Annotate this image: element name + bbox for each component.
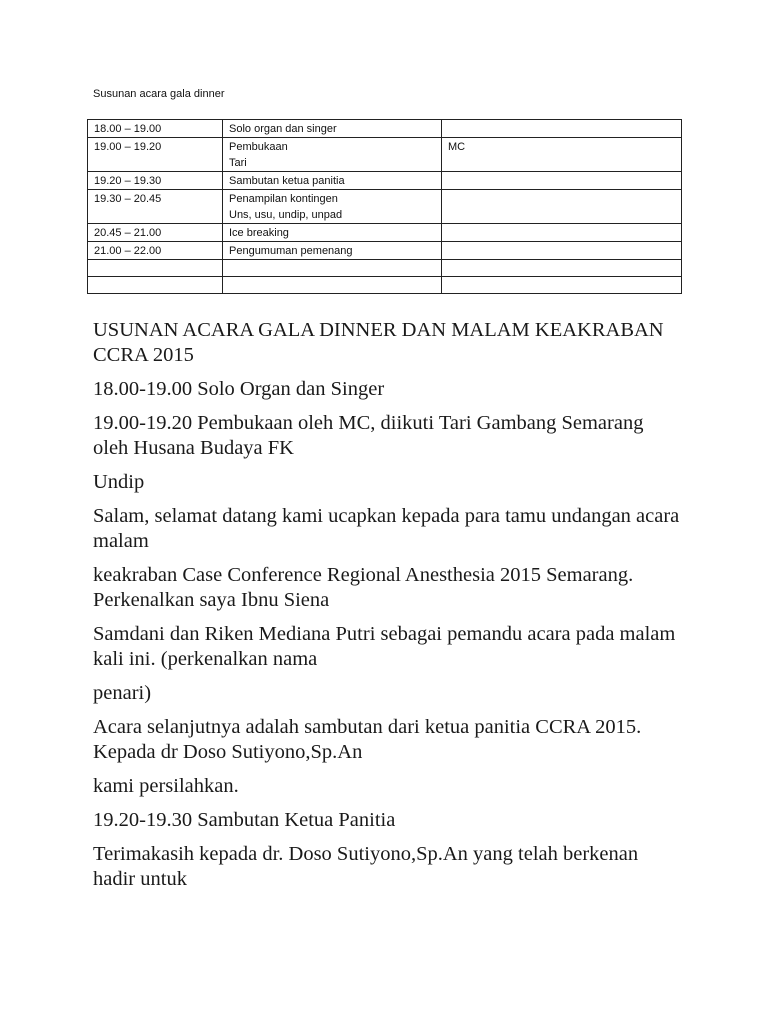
schedule-time-cell: 18.00 – 19.00 (88, 120, 223, 138)
body-paragraph: Undip (93, 471, 145, 493)
body-paragraph: Samdani dan Riken Mediana Putri sebagai pemandu acara pada malam kali ini. (perkenalkan nama (93, 623, 676, 670)
schedule-row (88, 260, 682, 277)
schedule-event-cell: Sambutan ketua panitia (223, 172, 442, 190)
schedule-note-cell (442, 224, 682, 242)
schedule-row (88, 190, 682, 224)
schedule-note-cell (442, 120, 682, 138)
schedule-time-cell: 20.45 – 21.00 (88, 224, 223, 242)
schedule-row (88, 277, 682, 294)
schedule-note-cell (442, 242, 682, 260)
schedule-event-cell: Solo organ dan singer (223, 120, 442, 138)
schedule-note-cell (442, 172, 682, 190)
schedule-note-cell: MC (442, 138, 682, 172)
document-heading: USUNAN ACARA GALA DINNER DAN MALAM KEAKRABAN CCRA 2015 (93, 319, 664, 366)
schedule-row (88, 242, 682, 260)
body-paragraph: Terimakasih kepada dr. Doso Sutiyono,Sp.An yang telah berkenan hadir untuk (93, 843, 639, 890)
schedule-row (88, 224, 682, 242)
schedule-event-cell: Pembukaan Tari (223, 138, 442, 172)
schedule-table (87, 119, 682, 294)
body-paragraph: Acara selanjutnya adalah sambutan dari ketua panitia CCRA 2015. Kepada dr Doso Sutiyono,Sp.An (93, 716, 642, 763)
schedule-table-body (88, 120, 682, 294)
schedule-time-cell: 19.00 – 19.20 (88, 138, 223, 172)
body-paragraph: Salam, selamat datang kami ucapkan kepada para tamu undangan acara malam (93, 505, 680, 552)
body-paragraph: 18.00-19.00 Solo Organ dan Singer (93, 378, 385, 400)
schedule-title: Susunan acara gala dinner (93, 88, 225, 100)
schedule-event-cell: Penampilan kontingen Uns, usu, undip, unpad (223, 190, 442, 224)
schedule-time-cell: 19.30 – 20.45 (88, 190, 223, 224)
schedule-time-cell (88, 277, 223, 294)
body-paragraph: kami persilahkan. (93, 775, 239, 797)
document-body (93, 318, 683, 901)
body-paragraph: penari) (93, 682, 152, 704)
schedule-time-cell: 19.20 – 19.30 (88, 172, 223, 190)
body-paragraph: keakraban Case Conference Regional Anesthesia 2015 Semarang. Perkenalkan saya Ibnu Siena (93, 564, 634, 611)
schedule-event-cell (223, 260, 442, 277)
schedule-note-cell (442, 260, 682, 277)
schedule-note-cell (442, 190, 682, 224)
schedule-event-cell: Ice breaking (223, 224, 442, 242)
schedule-event-cell: Pengumuman pemenang (223, 242, 442, 260)
schedule-time-cell: 21.00 – 22.00 (88, 242, 223, 260)
schedule-row (88, 172, 682, 190)
schedule-time-cell (88, 260, 223, 277)
schedule-note-cell (442, 277, 682, 294)
schedule-row (88, 120, 682, 138)
body-paragraph: 19.00-19.20 Pembukaan oleh MC, diikuti Tari Gambang Semarang oleh Husana Budaya FK (93, 412, 644, 459)
body-paragraph: 19.20-19.30 Sambutan Ketua Panitia (93, 809, 396, 831)
schedule-event-cell (223, 277, 442, 294)
schedule-row (88, 138, 682, 172)
